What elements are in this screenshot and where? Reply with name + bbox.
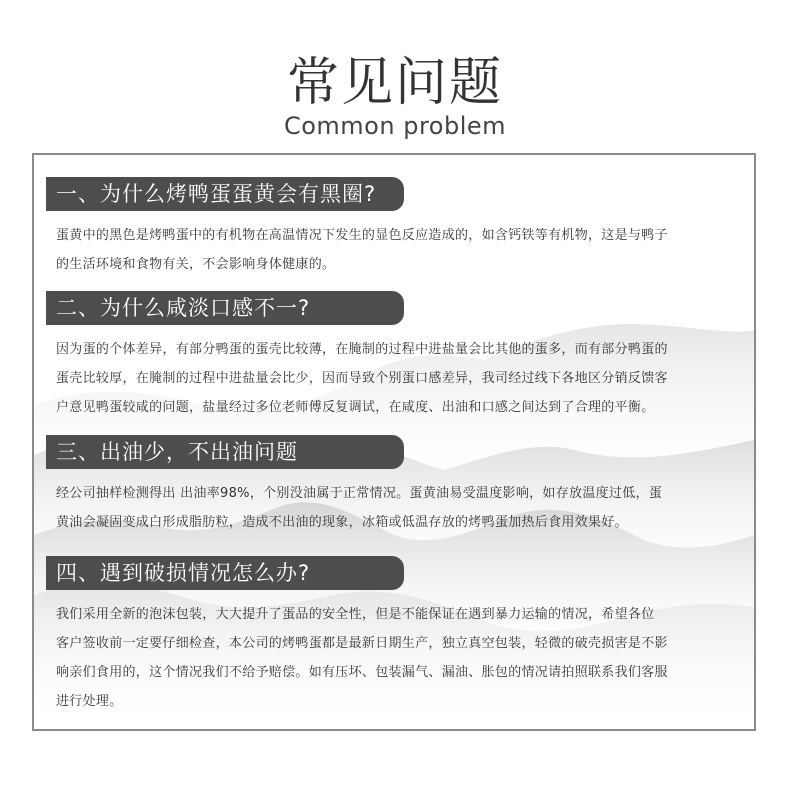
answer-line: 响亲们食用的，这个情况我们不给予赔偿。如有压坏、包装漏气、漏油、胀包的情况请拍照联系我们客服 (56, 665, 668, 680)
answer-line: 户意见鸭蛋较咸的问题，盐量经过多位老师傅反复调试，在咸度、出油和口感之间达到了合理的平衡。 (56, 400, 655, 415)
faq-answer-3 (56, 479, 746, 537)
faq-heading-3: 三、出油少，不出油问题 (46, 435, 404, 469)
answer-line: 进行处理。 (56, 694, 123, 709)
faq-answer-1 (56, 221, 746, 279)
faq-heading-4: 四、遇到破损情况怎么办? (46, 556, 404, 590)
answer-line: 蛋壳比较厚，在腌制的过程中进盐量会比少，因而导致个别蛋口感差异，我司经过线下各地区分销反馈客 (56, 371, 668, 386)
answer-line: 的生活环境和食物有关，不会影响身体健康的。 (56, 257, 336, 272)
faq-answer-2 (56, 335, 746, 422)
answer-line: 黄油会凝固变成白形成脂肪粒，造成不出油的现象，冰箱或低温存放的烤鸭蛋加热后食用效果好。 (56, 515, 628, 530)
faq-answer-4 (56, 600, 746, 716)
faq-heading-2: 二、为什么咸淡口感不一? (46, 291, 404, 325)
answer-line: 因为蛋的个体差异，有部分鸭蛋的蛋壳比较薄，在腌制的过程中进盐量会比其他的蛋多，而有部分鸭蛋的 (56, 342, 668, 357)
page-title: 常见问题 (286, 53, 503, 113)
answer-line: 经公司抽样检测得出 出油率98%，个别没油属于正常情况。蛋黄油易受温度影响，如存放温度过低，蛋 (56, 486, 663, 501)
faq-panel (32, 153, 756, 731)
page-subtitle: Common problem (283, 112, 507, 140)
faq-heading-1: 一、为什么烤鸭蛋蛋黄会有黑圈? (46, 177, 404, 211)
answer-line: 我们采用全新的泡沫包装，大大提升了蛋品的安全性，但是不能保证在遇到暴力运输的情况，希望各位 (56, 607, 655, 622)
answer-line: 客户签收前一定要仔细检查，本公司的烤鸭蛋都是最新日期生产，独立真空包装，轻微的破壳损害是不影 (56, 636, 668, 651)
answer-line: 蛋黄中的黑色是烤鸭蛋中的有机物在高温情况下发生的显色反应造成的，如含钙铁等有机物，这是与鸭子 (56, 228, 668, 243)
